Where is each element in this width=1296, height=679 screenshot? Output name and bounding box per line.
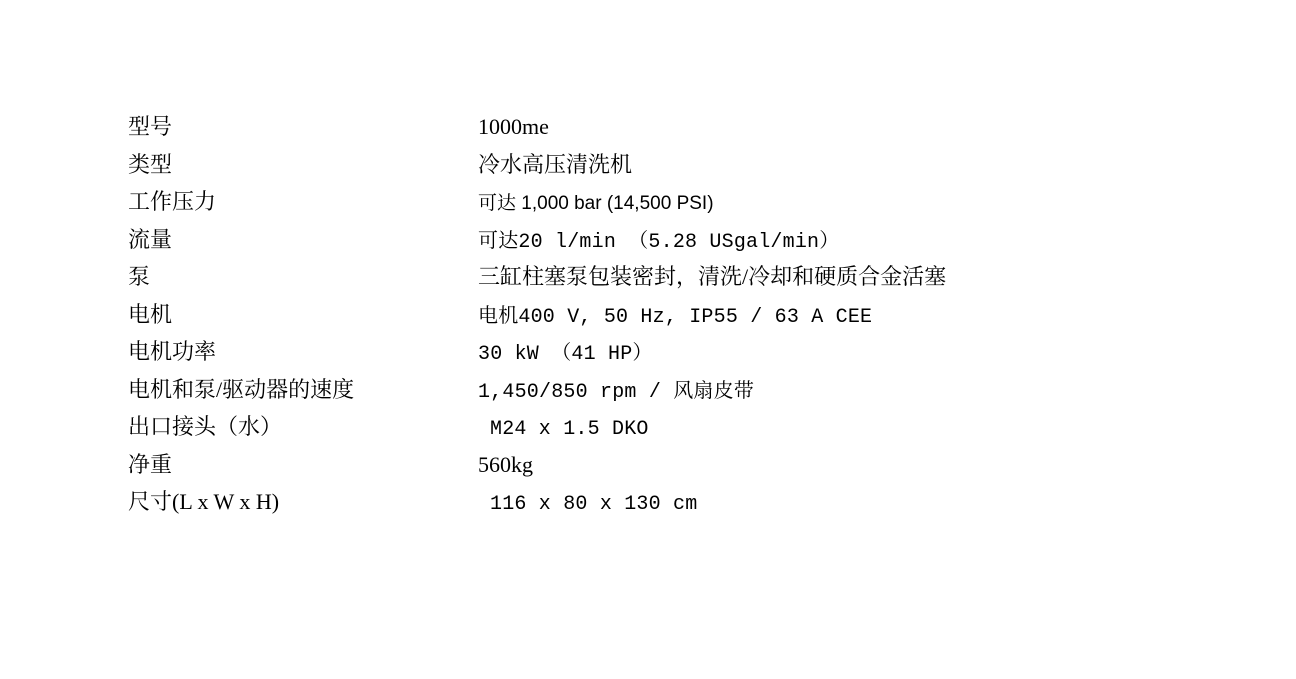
table-row xyxy=(128,190,1228,228)
table-row xyxy=(128,340,1228,378)
spec-value: 冷水高压清洗机 xyxy=(478,151,633,177)
specification-table xyxy=(128,115,1228,528)
spec-value: 116 x 80 x 130 cm xyxy=(490,493,698,516)
table-row xyxy=(128,453,1228,491)
spec-label: 工作压力 xyxy=(128,189,217,214)
table-row xyxy=(128,378,1228,416)
table-row xyxy=(128,303,1228,341)
spec-label: 流量 xyxy=(128,226,173,252)
table-row xyxy=(128,490,1228,528)
spec-value: 1000me xyxy=(478,114,549,139)
spec-label: 类型 xyxy=(128,151,173,177)
table-row xyxy=(128,228,1228,266)
spec-label: 电机功率 xyxy=(128,339,217,364)
table-row xyxy=(128,153,1228,191)
spec-value: 三缸柱塞泵包装密封，清洗/冷却和硬质合金活塞 xyxy=(478,264,947,289)
spec-label: 电机 xyxy=(128,301,173,327)
spec-label: 净重 xyxy=(128,451,173,477)
spec-value: 560kg xyxy=(478,451,533,477)
spec-value: 可达20 l/min （5.28 USgal/min） xyxy=(478,230,840,254)
table-row xyxy=(128,115,1228,153)
spec-value: 1,450/850 rpm / 风扇皮带 xyxy=(478,380,755,404)
table-row xyxy=(128,265,1228,303)
spec-label: 型号 xyxy=(128,114,173,139)
spec-value: 可达 1,000 bar (14,500 PSI) xyxy=(478,193,714,214)
table-row xyxy=(128,415,1228,453)
spec-value: 30 kW （41 HP） xyxy=(478,343,653,366)
spec-label: 泵 xyxy=(128,264,151,289)
spec-label: 出口接头（水） xyxy=(128,414,283,439)
spec-label: 尺寸(L x W x H) xyxy=(128,489,280,514)
spec-value: 电机400 V, 50 Hz, IP55 / 63 A CEE xyxy=(478,305,873,329)
spec-value: M24 x 1.5 DKO xyxy=(490,418,649,441)
spec-label: 电机和泵/驱动器的速度 xyxy=(128,376,355,402)
